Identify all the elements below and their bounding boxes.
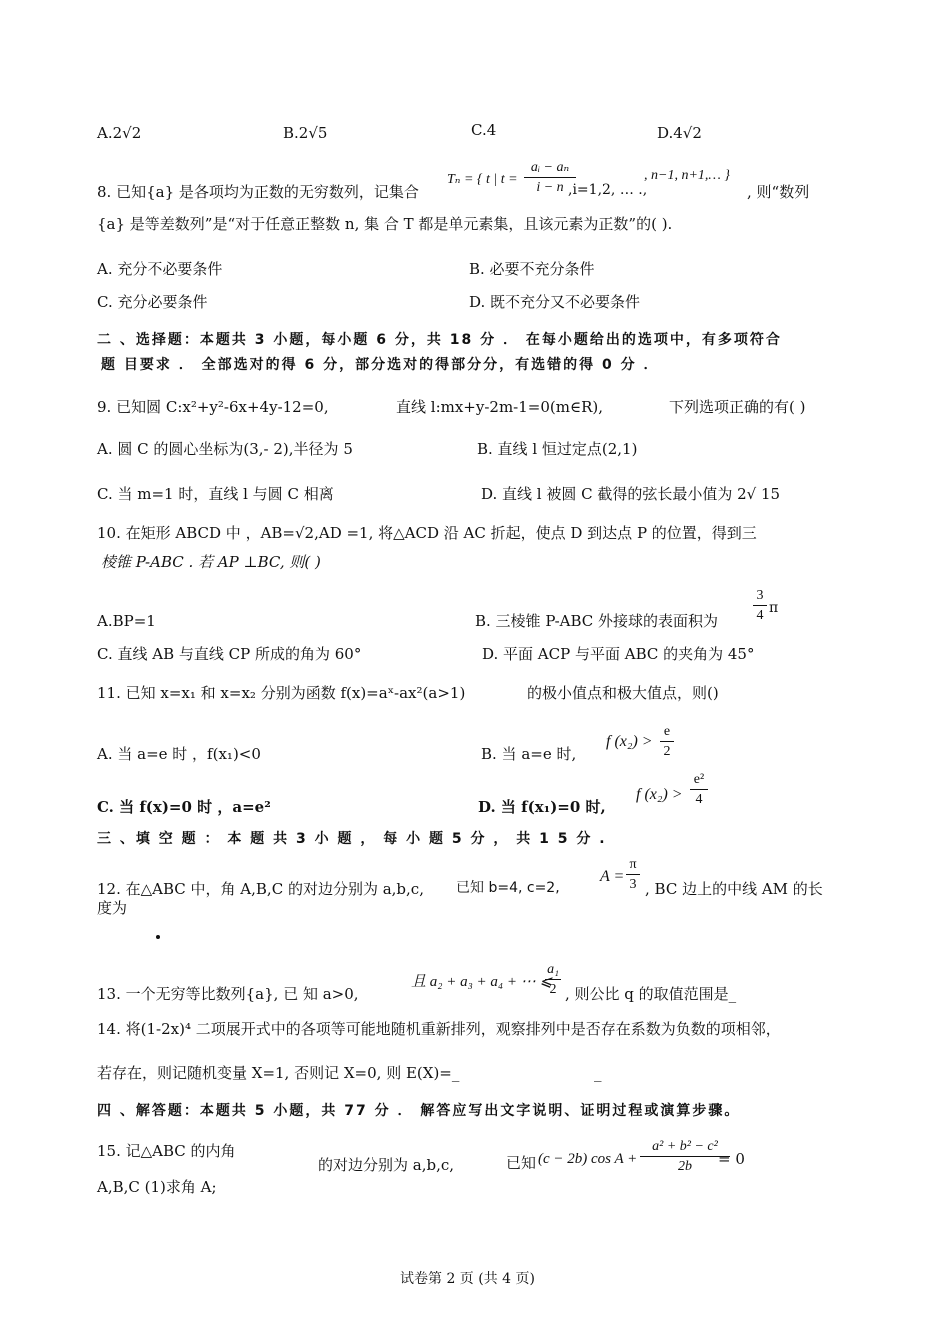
q9-option-b: B. 直线 l 恒过定点(2,1)	[477, 440, 638, 458]
q13-part2: , 则公比 q 的取值范围是_	[565, 985, 737, 1003]
q9-option-d: D. 直线 l 被圆 C 截得的弦长最小值为 2√ 15	[481, 485, 781, 503]
q14-blank-end: _	[594, 1064, 602, 1082]
q13-part1: 13. 一个无穷等比数列{a}, 已 知 a>0,	[97, 985, 359, 1003]
q8-option-d: D. 既不充分又不必要条件	[469, 293, 641, 311]
q10-option-c: C. 直线 AB 与直线 CP 所成的角为 60°	[97, 645, 362, 663]
q15-formula-rhs: = 0	[718, 1150, 745, 1168]
q10-option-d: D. 平面 ACP 与平面 ABC 的夹角为 45°	[482, 645, 755, 663]
q8-set-formula: Tₙ = { t | t = aᵢ − aₙ i − n ,i=1,2, … ., , n−1, n+1,… }	[447, 160, 730, 198]
q11-option-a: A. 当 a=e 时 ，f(x₁)<0	[97, 745, 261, 763]
answer-blank-dot	[156, 935, 160, 939]
q8-text-start: 8. 已知{a} 是各项均为正数的无穷数列，记集合	[97, 183, 419, 201]
section3-heading: 三 、填 空 题 ： 本 题 共 3 小 题 ， 每 小 题 5 分 ， 共 1 5 分 .	[97, 831, 607, 847]
q15-formula-lhs: (c − 2b) cos A +	[538, 1151, 638, 1167]
section4-heading: 四 、解答题：本题共 5 小题，共 77 分 ． 解答应写出文字说明、证明过程或演算步骤。	[97, 1103, 741, 1119]
q14-line2: 若存在，则记随机变量 X=1, 否则记 X=0, 则 E(X)=_	[97, 1064, 460, 1082]
q10-option-b-fraction: 3 4	[753, 588, 767, 624]
q11-option-b: B. 当 a=e 时,	[481, 745, 577, 763]
q11-option-d: D. 当 f(x₁)=0 时,	[478, 798, 606, 816]
q8-option-b: B. 必要不充分条件	[469, 260, 595, 278]
q8-option-a: A. 充分不必要条件	[97, 260, 223, 278]
q10-option-b: B. 三棱锥 P-ABC 外接球的表面积为	[475, 612, 719, 630]
q11-option-d-fraction: e² 4	[690, 772, 708, 808]
q12-formula-fraction: π 3	[626, 857, 640, 893]
q12-formula-lhs: A =	[600, 868, 625, 885]
q12-part1: 12. 在△ABC 中，角 A,B,C 的对边分别为 a,b,c,	[97, 880, 424, 898]
q15-part2: 的对边分别为 a,b,c,	[318, 1156, 455, 1174]
q9-part3: 下列选项正确的有( )	[669, 398, 806, 416]
q8-line2: {a} 是等差数列”是“对于任意正整数 n, 集 合 T 都是单元素集，且该元素为正数”的( ).	[97, 215, 673, 233]
q12-part3: , BC 边上的中线 AM 的长	[645, 880, 823, 898]
page-footer: 试卷第 2 页 (共 4 页)	[400, 1271, 535, 1287]
q15-formula-fraction: a² + b² − c² 2b	[640, 1139, 730, 1175]
q11-option-b-fraction: e 2	[660, 724, 674, 760]
q7-option-a: A.2√2	[97, 124, 142, 142]
q12-line2: 度为	[97, 899, 128, 917]
q11-option-c: C. 当 f(x)=0 时 ，a=e²	[97, 798, 271, 816]
section2-heading-line1: 二 、选择题：本题共 3 小题，每小题 6 分，共 18 分 ． 在每小题给出的选项中，有多项符合	[97, 332, 782, 348]
q15-part3: 已知	[506, 1154, 537, 1172]
q15-part1: 15. 记△ABC 的内角	[97, 1142, 236, 1160]
q14-line1: 14. 将(1-2x)⁴ 二项展开式中的各项等可能地随机重新排列，观察排列中是否存在系数为负数的项相邻，	[97, 1020, 781, 1038]
q10-option-a: A.BP=1	[97, 612, 156, 630]
q9-part1: 9. 已知圆 C:x²+y²-6x+4y-12=0,	[97, 398, 329, 416]
q9-option-a: A. 圆 C 的圆心坐标为(3,- 2),半径为 5	[97, 440, 353, 458]
q8-text-end: , 则“数列	[747, 183, 810, 201]
q13-formula-fraction: a₁ 2	[545, 962, 561, 998]
q8-option-c: C. 充分必要条件	[97, 293, 208, 311]
q7-option-d: D.4√2	[657, 124, 702, 142]
q11-part1: 11. 已知 x=x₁ 和 x=x₂ 分别为函数 f(x)=aˣ-ax²(a>1)	[97, 684, 466, 702]
section2-heading-line2: 题 目要求 ． 全部选对的得 6 分，部分选对的得部分分，有选错的得 0 分 ．	[101, 357, 660, 373]
q10-option-b-pi: π	[769, 600, 779, 616]
q9-part2: 直线 l:mx+y-2m-1=0(m∈R),	[396, 398, 603, 416]
q12-part2: 已知 b=4, c=2,	[456, 880, 560, 896]
q9-option-c: C. 当 m=1 时，直线 l 与圆 C 相离	[97, 485, 334, 503]
q7-option-b: B.2√5	[283, 124, 328, 142]
q10-line2: 棱锥 P-ABC . 若 AP ⊥BC, 则( )	[101, 553, 321, 571]
q15-line2: A,B,C (1)求角 A;	[97, 1178, 217, 1196]
q13-formula: 且 a₂ + a₃ + a₄ + ⋯ ⩽	[411, 974, 553, 990]
q11-option-d-lhs: f (x₂) >	[636, 786, 683, 803]
q7-option-c: C.4	[471, 121, 497, 139]
q10-line1: 10. 在矩形 ABCD 中 ，AB=√2,AD =1, 将△ACD 沿 AC 折起，使点 D 到达点 P 的位置，得到三	[97, 524, 757, 542]
q11-option-b-lhs: f (x₂) >	[606, 733, 653, 750]
q11-part2: 的极小值点和极大值点，则()	[527, 684, 719, 702]
